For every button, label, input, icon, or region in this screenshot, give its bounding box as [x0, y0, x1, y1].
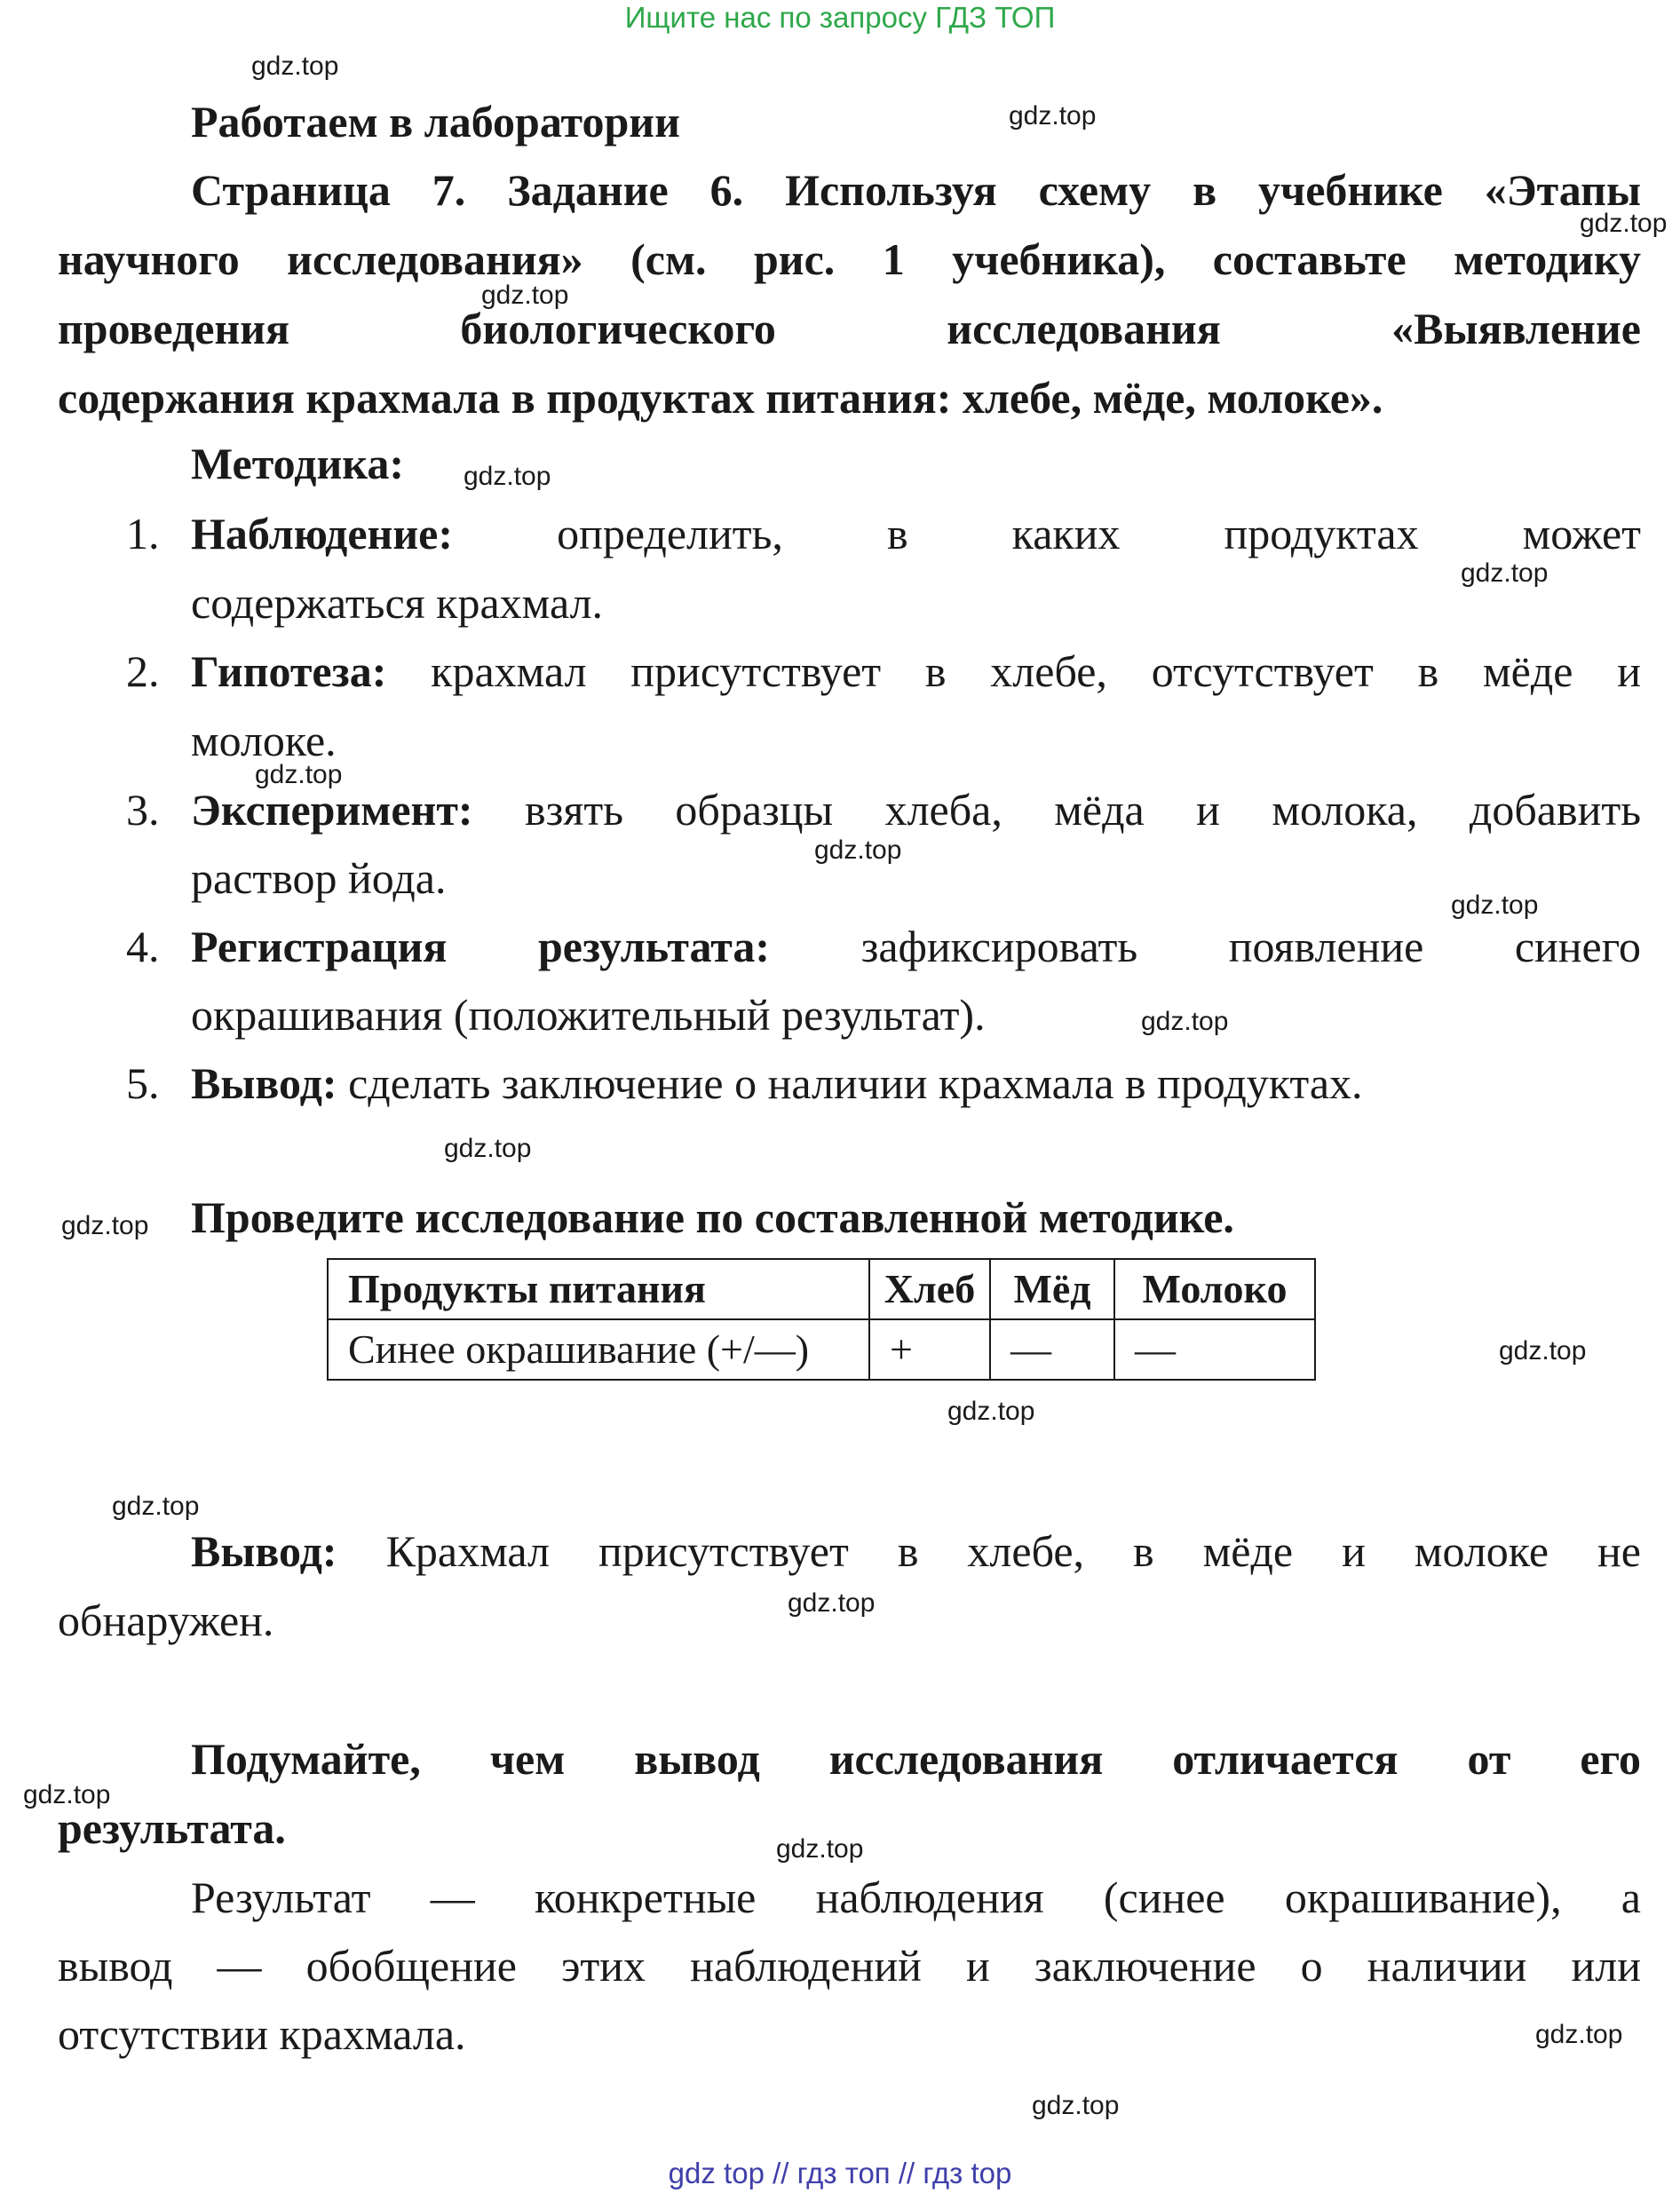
watermark: gdz.top	[776, 1834, 864, 1864]
step-number: 5.	[126, 1058, 160, 1108]
watermark: gdz.top	[61, 1211, 149, 1240]
watermark: gdz.top	[464, 462, 551, 491]
table-header-cell: Молоко	[1114, 1259, 1315, 1319]
task-line-3: проведения биологического исследования «Выявление	[58, 304, 1641, 353]
watermark: gdz.top	[814, 835, 902, 865]
step-3-line-2: раствор йода.	[191, 853, 447, 903]
conduct-heading: Проведите исследование по составленной методике.	[191, 1192, 1234, 1242]
table-header-cell: Хлеб	[869, 1259, 990, 1319]
watermark: gdz.top	[788, 1588, 876, 1618]
watermark: gdz.top	[947, 1397, 1035, 1426]
table-header-cell: Продукты питания	[328, 1259, 869, 1319]
table-cell: —	[1114, 1319, 1315, 1380]
footer-links[interactable]: gdz top // гдз топ // гдз top	[668, 2157, 1012, 2189]
step-2-line-2: молоке.	[191, 716, 337, 765]
watermark: gdz.top	[1032, 2091, 1120, 2120]
step-5-line-1: Вывод: сделать заключение о наличии крахмала в продуктах.	[191, 1058, 1363, 1108]
step-3-line-1: Эксперимент: взять образцы хлеба, мёда и молока, добавить	[191, 785, 1641, 835]
step-number: 2.	[126, 646, 160, 696]
watermark: gdz.top	[1535, 2020, 1623, 2049]
table-cell: Синее окрашивание (+/—)	[328, 1319, 869, 1380]
conclusion-line-1: Вывод: Крахмал присутствует в хлебе, в мёде и молоке не	[191, 1526, 1641, 1576]
watermark: gdz.top	[112, 1492, 200, 1521]
watermark: gdz.top	[481, 281, 569, 310]
task-line-1: Страница 7. Задание 6. Используя схему в учебнике «Этапы	[191, 165, 1641, 215]
question-line-2: результата.	[58, 1803, 286, 1853]
step-2-line-1: Гипотеза: крахмал присутствует в хлебе, отсутствует в мёде и	[191, 646, 1641, 696]
step-number: 3.	[126, 785, 160, 835]
step-4-line-1: Регистрация результата: зафиксировать появление синего	[191, 922, 1641, 971]
task-line-2: научного исследования» (см. рис. 1 учебника), составьте методику	[58, 234, 1641, 284]
answer-line-1: Результат — конкретные наблюдения (синее окрашивание), а	[191, 1872, 1641, 1922]
table-cell: +	[869, 1319, 990, 1380]
table-header-row	[328, 1259, 1315, 1319]
top-banner[interactable]: Ищите нас по запросу ГДЗ ТОП	[624, 1, 1056, 34]
question-line-1: Подумайте, чем вывод исследования отличается от его	[191, 1734, 1641, 1784]
section-title: Работаем в лаборатории	[191, 97, 680, 146]
watermark: gdz.top	[444, 1134, 532, 1163]
step-1-line-2: содержаться крахмал.	[191, 578, 604, 628]
table-row	[328, 1319, 1315, 1380]
watermark: gdz.top	[1009, 101, 1097, 131]
answer-line-2: вывод — обобщение этих наблюдений и заключение о наличии или	[58, 1941, 1641, 1991]
step-number: 4.	[126, 922, 160, 971]
watermark: gdz.top	[23, 1780, 111, 1809]
table-cell: —	[990, 1319, 1114, 1380]
watermark: gdz.top	[1451, 891, 1539, 920]
watermark: gdz.top	[255, 760, 343, 789]
watermark: gdz.top	[1461, 558, 1549, 588]
watermark: gdz.top	[1580, 209, 1668, 238]
results-table	[327, 1258, 1316, 1381]
watermark: gdz.top	[1141, 1007, 1229, 1036]
watermark: gdz.top	[1499, 1336, 1587, 1366]
step-number: 1.	[126, 509, 160, 558]
task-line-4: содержания крахмала в продуктах питания: хлебе, мёде, молоке».	[58, 373, 1383, 423]
watermark: gdz.top	[251, 51, 339, 81]
method-heading: Методика:	[191, 439, 404, 488]
answer-line-3: отсутствии крахмала.	[58, 2009, 466, 2059]
conclusion-line-2: обнаружен.	[58, 1595, 274, 1645]
table-header-cell: Мёд	[990, 1259, 1114, 1319]
step-4-line-2: окрашивания (положительный результат).	[191, 990, 986, 1040]
step-1-line-1: Наблюдение: определить, в каких продуктах может	[191, 509, 1641, 558]
